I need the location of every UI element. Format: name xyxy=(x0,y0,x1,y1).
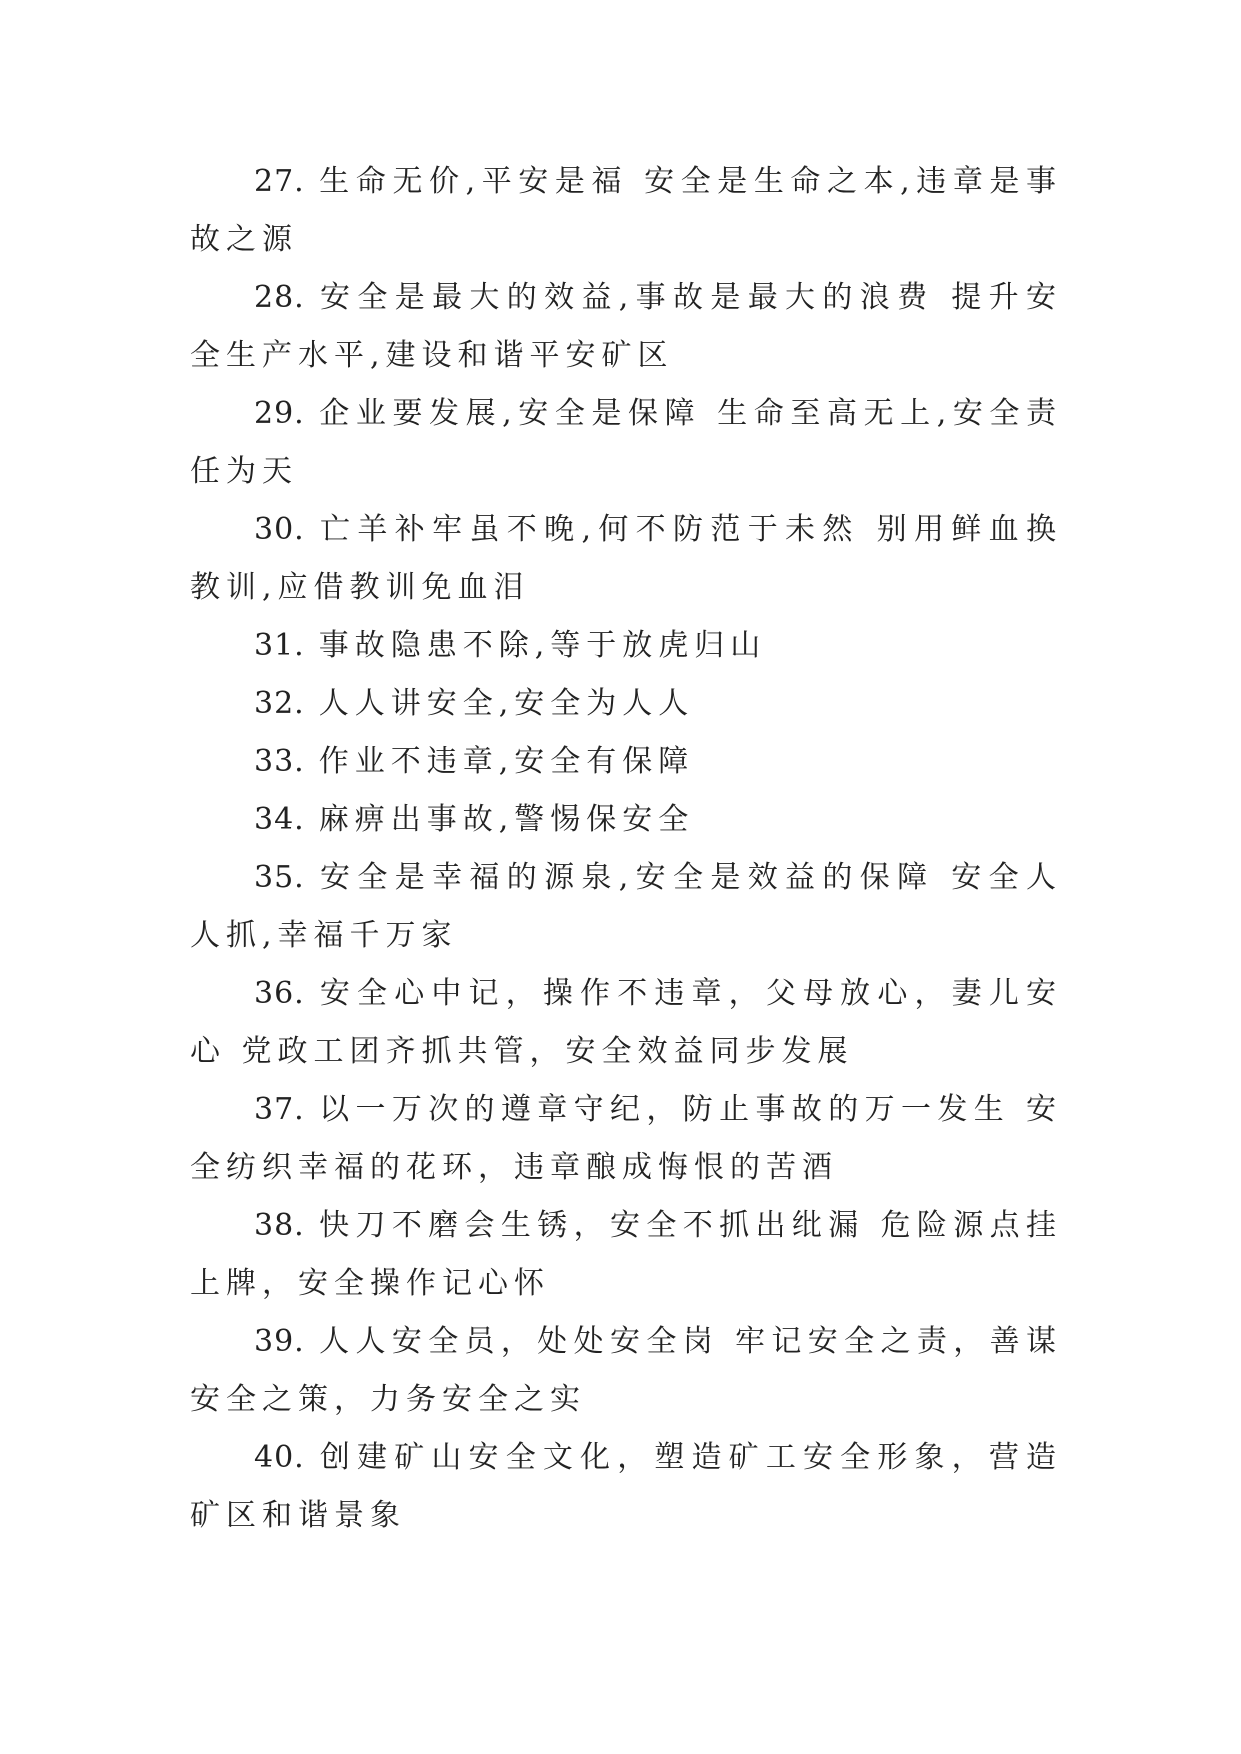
slogan-text: 事故隐患不除,等于放虎归山 xyxy=(318,628,767,663)
slogan-text: 安全是最大的效益,事故是最大的浪费 提升安全生产水平,建设和谐平安矿区 xyxy=(190,280,1062,373)
slogan-number: 30. xyxy=(254,512,305,547)
slogan-text: 作业不违章,安全有保障 xyxy=(318,744,695,779)
slogan-item-35 xyxy=(190,849,1062,965)
slogan-text: 人人讲安全,安全为人人 xyxy=(318,686,695,721)
slogan-number: 37. xyxy=(254,1092,305,1127)
slogan-item-28 xyxy=(190,269,1062,385)
slogan-item-38 xyxy=(190,1197,1062,1313)
slogan-text: 麻痹出事故,警惕保安全 xyxy=(318,802,695,837)
slogan-number: 31. xyxy=(254,628,305,663)
slogan-text: 生命无价,平安是福 安全是生命之本,违章是事故之源 xyxy=(190,164,1062,257)
slogan-item-33 xyxy=(190,733,1062,791)
slogan-number: 33. xyxy=(254,744,305,779)
slogan-item-40 xyxy=(190,1429,1062,1545)
slogan-number: 39. xyxy=(254,1324,305,1359)
slogan-item-29 xyxy=(190,385,1062,501)
slogan-text: 人人安全员，处处安全岗 牢记安全之责，善谋安全之策，力务安全之实 xyxy=(190,1324,1062,1417)
slogan-number: 27. xyxy=(254,164,305,199)
slogan-text: 创建矿山安全文化，塑造矿工安全形象，营造矿区和谐景象 xyxy=(190,1440,1062,1533)
slogan-item-27 xyxy=(190,153,1062,269)
slogan-number: 36. xyxy=(254,976,305,1011)
slogan-text: 安全是幸福的源泉,安全是效益的保障 安全人人抓,幸福千万家 xyxy=(190,860,1062,953)
slogan-text: 以一万次的遵章守纪，防止事故的万一发生 安全纺织幸福的花环，违章酿成悔恨的苦酒 xyxy=(190,1092,1062,1185)
slogan-number: 29. xyxy=(254,396,305,431)
slogan-number: 28. xyxy=(254,280,305,315)
slogan-number: 32. xyxy=(254,686,305,721)
slogan-item-39 xyxy=(190,1313,1062,1429)
slogan-item-37 xyxy=(190,1081,1062,1197)
slogan-item-30 xyxy=(190,501,1062,617)
slogan-number: 35. xyxy=(254,860,305,895)
slogan-text: 亡羊补牢虽不晚,何不防范于未然 别用鲜血换教训,应借教训免血泪 xyxy=(190,512,1062,605)
slogan-text: 企业要发展,安全是保障 生命至高无上,安全责任为天 xyxy=(190,396,1062,489)
slogan-number: 38. xyxy=(254,1208,305,1243)
slogan-number: 40. xyxy=(254,1440,305,1475)
slogan-list xyxy=(190,153,1062,1545)
slogan-item-31 xyxy=(190,617,1062,675)
slogan-number: 34. xyxy=(254,802,305,837)
slogan-item-34 xyxy=(190,791,1062,849)
slogan-item-32 xyxy=(190,675,1062,733)
slogan-text: 安全心中记，操作不违章，父母放心，妻儿安心 党政工团齐抓共管，安全效益同步发展 xyxy=(190,976,1062,1069)
slogan-item-36 xyxy=(190,965,1062,1081)
slogan-text: 快刀不磨会生锈，安全不抓出纰漏 危险源点挂上牌，安全操作记心怀 xyxy=(190,1208,1062,1301)
